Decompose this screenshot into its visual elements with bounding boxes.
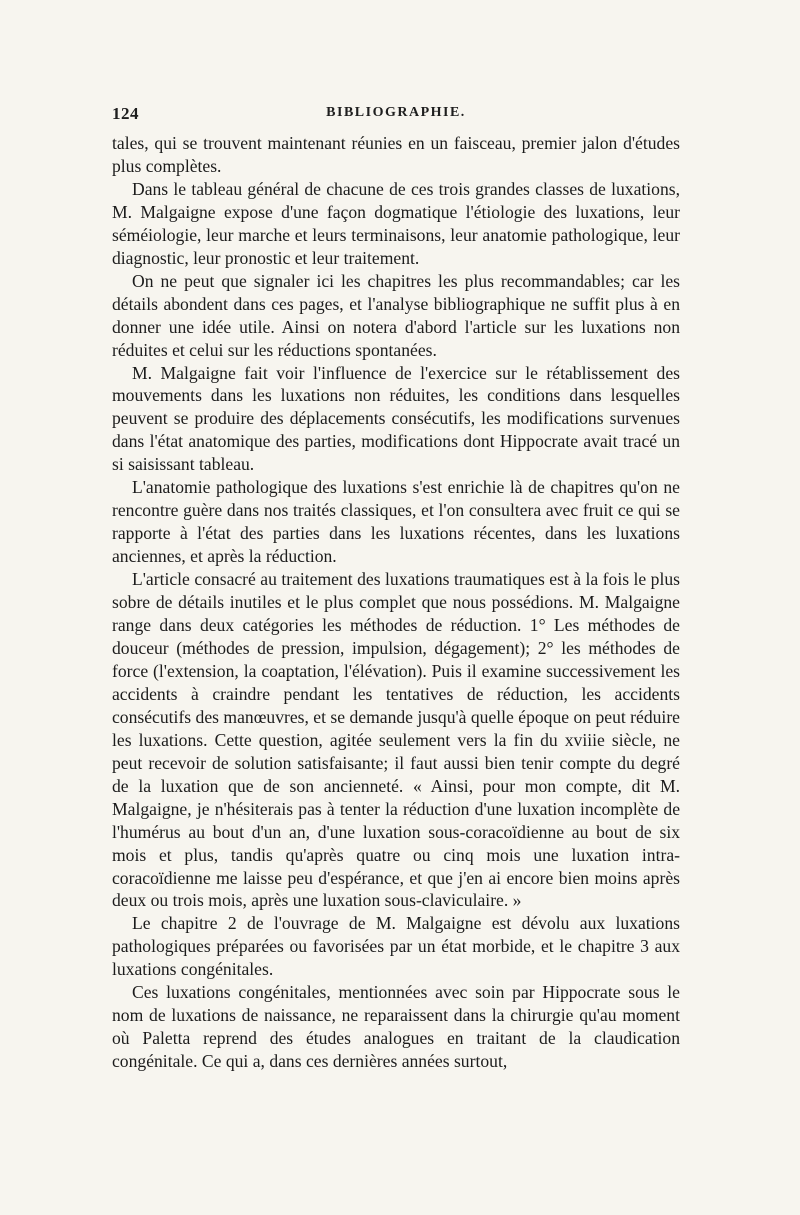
paragraph-classification: Dans le tableau général de chacune de ces trois grandes classes de luxations, M. Malgaigne expose d'une façon dogmatique l'étiologie des luxations, leur séméiologie, leur marche et leurs terminaisons, leur anatomie pathologique, leur diagnostic, leur pronostic et leur traitement. bbox=[112, 178, 680, 268]
paragraph-continued: tales, qui se trouvent maintenant réunies en un faisceau, premier jalon d'études plus complètes. bbox=[112, 133, 680, 176]
paragraph-chapters: On ne peut que signaler ici les chapitres les plus recommandables; car les détails abondent dans ces pages, et l'analyse bibliographique ne suffit plus à en donner une idée utile. Ainsi on notera d'abord l'article sur les luxations non réduites et celui sur les réductions spontanées. bbox=[112, 270, 680, 360]
page-header bbox=[112, 104, 680, 128]
running-head: BIBLIOGRAPHIE. bbox=[326, 105, 466, 120]
paragraph-exercise-influence: M. Malgaigne fait voir l'influence de l'exercice sur le rétablissement des mouvements dans les luxations non réduites, les conditions dans lesquelles peuvent se produire des déplacements consécutifs, les modifications survenues dans l'état anatomique des parties, modifications dont Hippocrate avait tracé un si saisissant tableau. bbox=[112, 362, 680, 475]
paragraph-treatment: L'article consacré au traitement des luxations traumatiques est à la fois le plus sobre de détails inutiles et le plus complet que nous possédions. M. Malgaigne range dans deux catégories les méthodes de réduction. 1° Les méthodes de douceur (méthodes de pression, impulsion, dégagement); 2° les méthodes de force (l'extension, la coaptation, l'élévation). Puis il examine successivement les accidents à craindre pendant les tentatives de réduction, les accidents consécutifs des manœuvres, et se demande jusqu'à quelle époque on peut réduire les luxations. Cette question, agitée seulement vers la fin du xviiie siècle, ne peut recevoir de solution satisfaisante; il faut aussi bien tenir compte du degré de la luxation que de son ancienneté. « Ainsi, pour mon compte, dit M. Malgaigne, je n'hésiterais pas à tenter la réduction d'une luxation incomplète de l'humérus au bout d'un an, d'une luxation sous-coracoïdienne au bout de six mois et plus, tandis qu'après quatre ou cinq mois une luxation intra-coracoïdienne me laisse peu d'espérance, et que j'en ai encore bien moins après deux ou trois mois, après une luxation sous-claviculaire. » bbox=[112, 569, 680, 911]
paragraph-pathological-anatomy: L'anatomie pathologique des luxations s'est enrichie là de chapitres qu'on ne rencontre guère dans nos traités classiques, et l'on consultera avec fruit ce qui se rapporte à l'état des parties dans les luxations récentes, dans les luxations anciennes, et après la réduction. bbox=[112, 477, 680, 567]
paragraph-congenital: Ces luxations congénitales, mentionnées avec soin par Hippocrate sous le nom de luxations de naissance, ne reparaissent dans la chirurgie qu'au moment où Paletta reprend des études analogues en traitant de la claudication congénitale. Ce qui a, dans ces dernières années surtout, bbox=[112, 982, 680, 1072]
paragraph-chapter-two: Le chapitre 2 de l'ouvrage de M. Malgaigne est dévolu aux luxations pathologiques préparées ou favorisées par un état morbide, et le chapitre 3 aux luxations congénitales. bbox=[112, 913, 680, 980]
body-text bbox=[112, 132, 680, 1073]
page-number: 124 bbox=[112, 104, 139, 123]
